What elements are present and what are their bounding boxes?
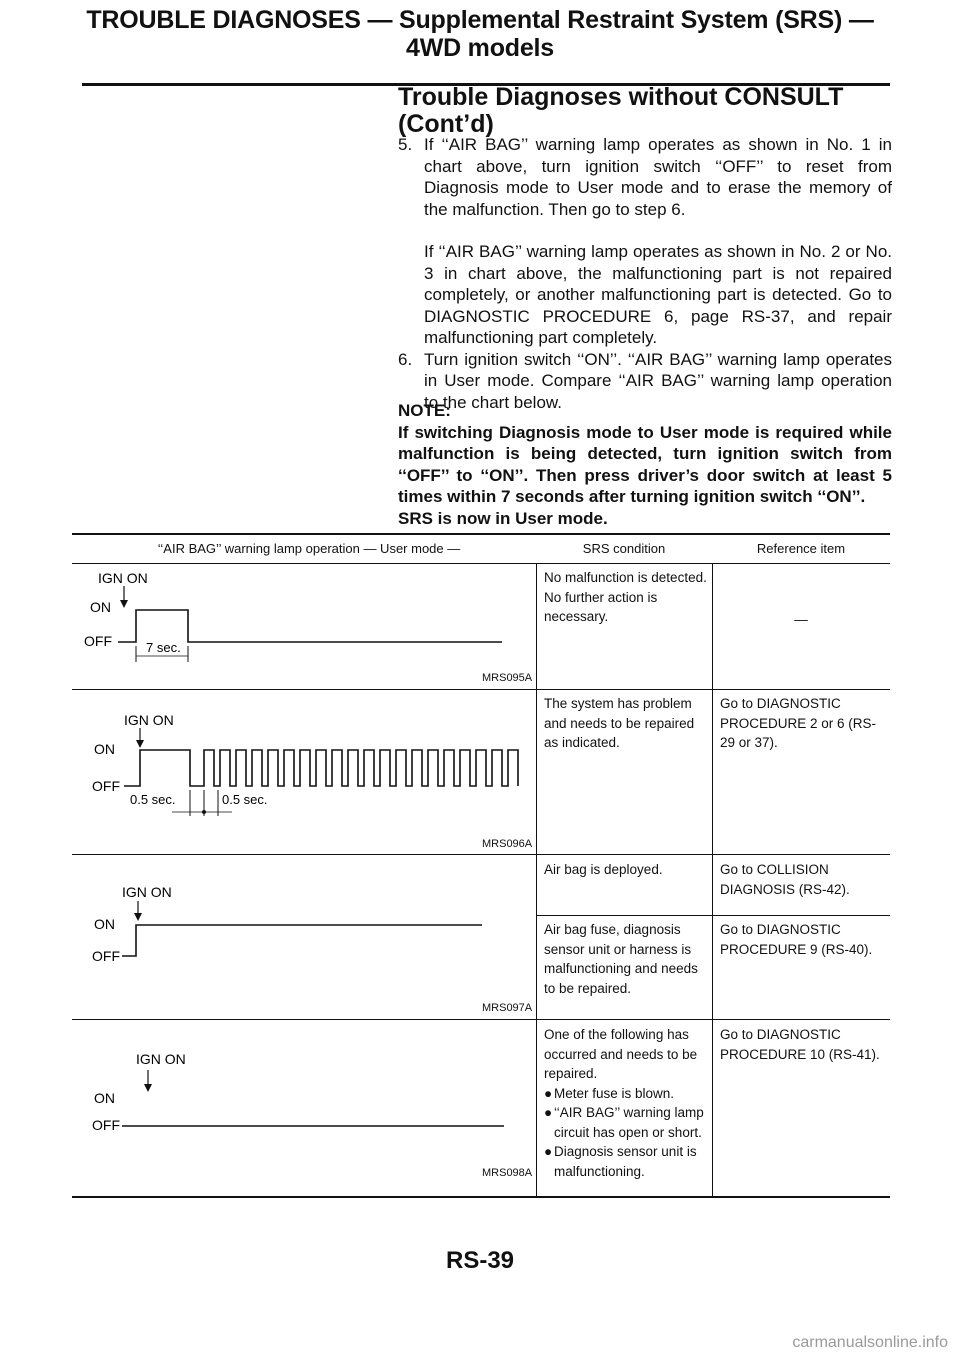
row1-reference: — [794, 612, 808, 627]
lamp-waveform-user-mode-steady-on [72, 857, 536, 1019]
diagram-label-half-sec-b: 0.5 sec. [222, 792, 268, 807]
row3-inner-divider [537, 915, 890, 916]
lamp-pulse-trace [124, 750, 518, 786]
figure-id-row3: MRS097A [482, 1002, 533, 1014]
diagram-label-half-sec-a: 0.5 sec. [130, 792, 176, 807]
table-bottom-rule [72, 1196, 890, 1198]
lamp-waveform-user-mode-normal [72, 566, 536, 689]
procedure-steps [398, 134, 892, 413]
header-title-line2: 4WD models [405, 34, 555, 62]
ign-on-arrow-head-icon [144, 1084, 152, 1092]
note-text-2: SRS is now in User mode. [398, 508, 608, 528]
note-block [398, 400, 892, 529]
step-6-text: Turn ignition switch ‘‘ON’’. ‘‘AIR BAG’’ warning lamp operates in User mode. Compare ‘‘AIR BAG’’ warning lamp operation to the chart below. [424, 349, 892, 412]
bullet-icon: ● [544, 1105, 553, 1120]
section-title-line1: Trouble Diagnoses without CONSULT [398, 83, 844, 111]
diagram-label-ign-on: IGN ON [136, 1051, 186, 1067]
diagram-label-on: ON [90, 599, 111, 615]
diagram-label-off: OFF [84, 633, 112, 649]
list-item: ● Meter fuse is blown. [544, 1084, 708, 1104]
figure-id-row4: MRS098A [482, 1167, 533, 1179]
row4-condition [544, 1025, 708, 1181]
row3-condition-a: Air bag is deployed. [544, 862, 663, 877]
note-text: If switching Diagnosis mode to User mode is required while malfunction is being detected, turn ignition switch from ‘‘OFF’’ to ‘‘ON’’. Then press driver’s door switch at least 5 times within 7 seconds after turning ignition switch ‘‘ON’’. [398, 422, 892, 506]
ign-on-arrow-head-icon [134, 913, 142, 921]
table-header-rule [72, 563, 890, 564]
lamp-signal-trace [118, 610, 502, 642]
row-divider-2 [72, 854, 890, 855]
row1-condition: No malfunction is detected. No further action is necessary. [544, 570, 707, 624]
lamp-signal-trace [122, 925, 482, 956]
column-header-reference-item: Reference item [756, 541, 846, 556]
table-top-rule [72, 533, 890, 535]
column-divider-1 [536, 564, 537, 1196]
row4-condition-intro: One of the following has occurred and needs to be repaired. [544, 1027, 698, 1081]
row3-condition-b: Air bag fuse, diagnosis sensor unit or harness is malfunctioning and needs to be repaired. [544, 922, 698, 996]
note-label: NOTE: [398, 401, 451, 420]
diagram-label-off: OFF [92, 1117, 120, 1133]
figure-id-row2: MRS096A [482, 838, 533, 850]
watermark: carmanualsonline.info [792, 1334, 948, 1351]
step-5-text: If ‘‘AIR BAG’’ warning lamp operates as shown in No. 1 in chart above, turn ignition switch ‘‘OFF’’ to reset from Diagnosis mode to User mode and to erase the memory of the malfunction. Then go to step 6. [424, 135, 892, 219]
step-5-number: 5. [398, 135, 413, 154]
diagram-label-ign-on: IGN ON [98, 570, 148, 586]
lamp-waveform-user-mode-malfunction [72, 692, 536, 854]
list-item: ● Diagnosis sensor unit is malfunctioning. [544, 1142, 708, 1181]
diagram-label-off: OFF [92, 778, 120, 794]
diagram-label-on: ON [94, 1090, 115, 1106]
diagram-label-7-sec: 7 sec. [146, 640, 181, 655]
section-title [398, 84, 898, 138]
row4-reference: Go to DIAGNOSTIC PROCEDURE 10 (RS-41). [720, 1027, 880, 1062]
diagram-label-off: OFF [92, 948, 120, 964]
column-header-srs-condition: SRS condition [582, 541, 666, 556]
column-divider-2 [712, 564, 713, 1196]
list-item: ● ‘‘AIR BAG’’ warning lamp circuit has open or short. [544, 1103, 708, 1142]
ign-on-arrow-head-icon [120, 600, 128, 608]
row3-reference-b: Go to DIAGNOSTIC PROCEDURE 9 (RS-40). [720, 922, 873, 957]
bullet-icon: ● [544, 1085, 553, 1101]
row-divider-1 [72, 689, 890, 690]
diagram-label-on: ON [94, 916, 115, 932]
step-5-alt-text: If ‘‘AIR BAG’’ warning lamp operates as shown in No. 2 or No. 3 in chart above, the malfunctioning part is not repaired completely, or another malfunctioning part is detected. Go to DIAGNOSTIC PROCEDURE 6, page RS-37, and repair malfunctioning part completely. [424, 242, 892, 347]
row2-condition: The system has problem and needs to be repaired as indicated. [544, 696, 695, 750]
step-6-number: 6. [398, 349, 413, 369]
page-number: RS-39 [445, 1247, 515, 1274]
header-title-line1: TROUBLE DIAGNOSES — Supplemental Restraint System (SRS) — [86, 6, 874, 34]
row3-reference-a: Go to COLLISION DIAGNOSIS (RS-42). [720, 862, 850, 897]
diagram-label-ign-on: IGN ON [124, 712, 174, 728]
lamp-waveform-user-mode-never-on [72, 1022, 536, 1196]
figure-id-row1: MRS095A [482, 672, 533, 684]
section-title-line2: (Cont’d) [398, 110, 494, 138]
row-divider-3 [72, 1019, 890, 1020]
diagram-label-on: ON [94, 741, 115, 757]
bullet-icon: ● [544, 1144, 553, 1159]
diagram-label-ign-on: IGN ON [122, 884, 172, 900]
step-5 [398, 134, 892, 349]
column-header-lamp-operation: ‘‘AIR BAG’’ warning lamp operation — User mode — [157, 541, 461, 556]
page-header [0, 6, 960, 62]
ign-on-arrow-head-icon [136, 740, 144, 748]
row2-reference: Go to DIAGNOSTIC PROCEDURE 2 or 6 (RS-29 or 37). [720, 696, 877, 750]
